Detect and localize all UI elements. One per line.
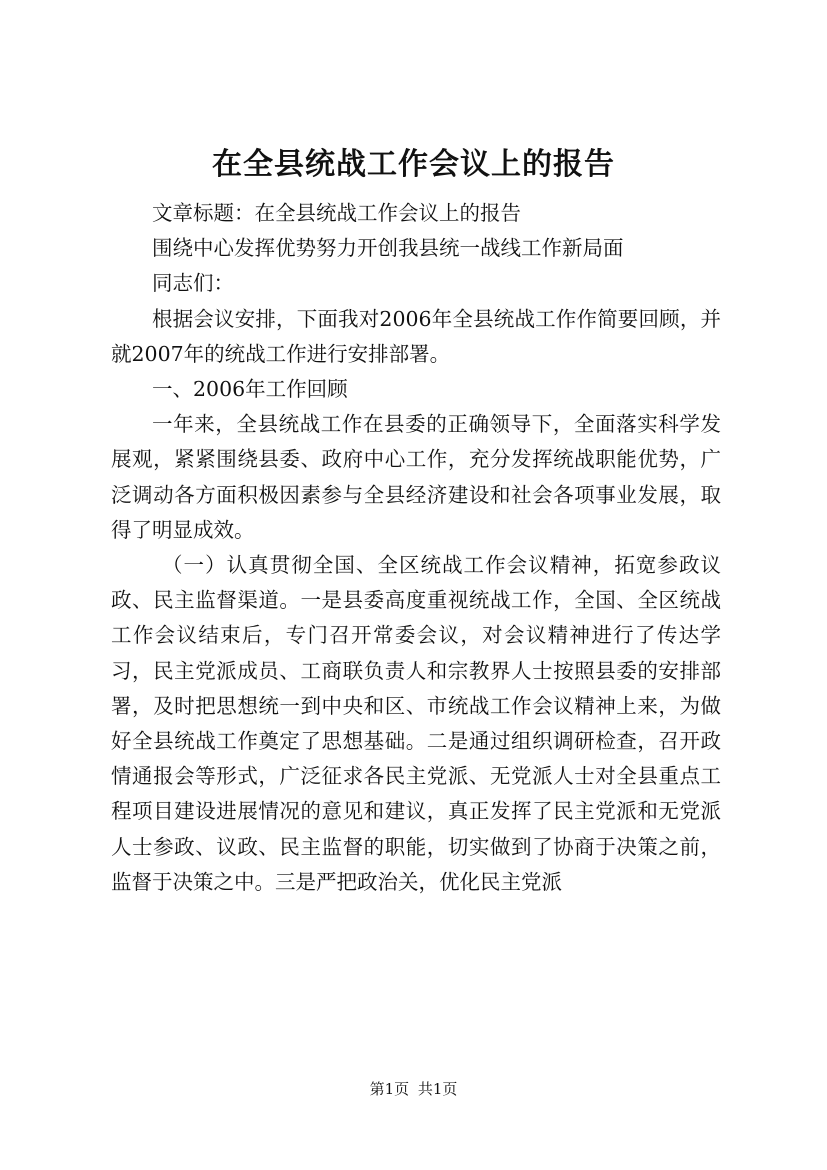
document-title: 在全县统战工作会议上的报告 — [212, 147, 615, 182]
page-footer: 第1页 共1页 — [369, 1080, 458, 1098]
document-body — [111, 196, 721, 900]
article-title-line: 文章标题：在全县统战工作会议上的报告 — [152, 201, 521, 225]
body-paragraph: （一）认真贯彻全国、全区统战工作会议精神，拓宽参政议政、民主监督渠道。一是县委高度重视统战工作，全国、全区统战工作会议结束后，专门召开常委会议，对会议精神进行了传达学习，民主党派成员、工商联负责人和宗教界人士按照县委的安排部署，及时把思想统一到中央和区、市统战工作会议精神上来，为做好全县统战工作奠定了思想基础。二是通过组织调研检查，召开政情通报会等形式，广泛征求各民主党派、无党派人士对全县重点工程项目建设进展情况的意见和建议，真正发挥了民主党派和无党派人士参政、议政、民主监督的职能，切实做到了协商于决策之前，监督于决策之中。三是严把政治关，优化民主党派 — [111, 553, 721, 894]
salutation: 同志们： — [152, 271, 234, 296]
intro-paragraph: 根据会议安排，下面我对2006年全县统战工作作简要回顾，并就2007年的统战工作进行安排部署。 — [111, 306, 721, 366]
body-paragraph: 一年来，全县统战工作在县委的正确领导下，全面落实科学发展观，紧紧围绕县委、政府中心工作，充分发挥统战职能优势，广泛调动各方面积极因素参与全县经济建设和社会各项事业发展，取得了明显成效。 — [111, 412, 721, 542]
report-subtitle: 围绕中心发挥优势努力开创我县统一战线工作新局面 — [152, 236, 624, 261]
section-heading: 一、2006年工作回顾 — [152, 377, 348, 402]
